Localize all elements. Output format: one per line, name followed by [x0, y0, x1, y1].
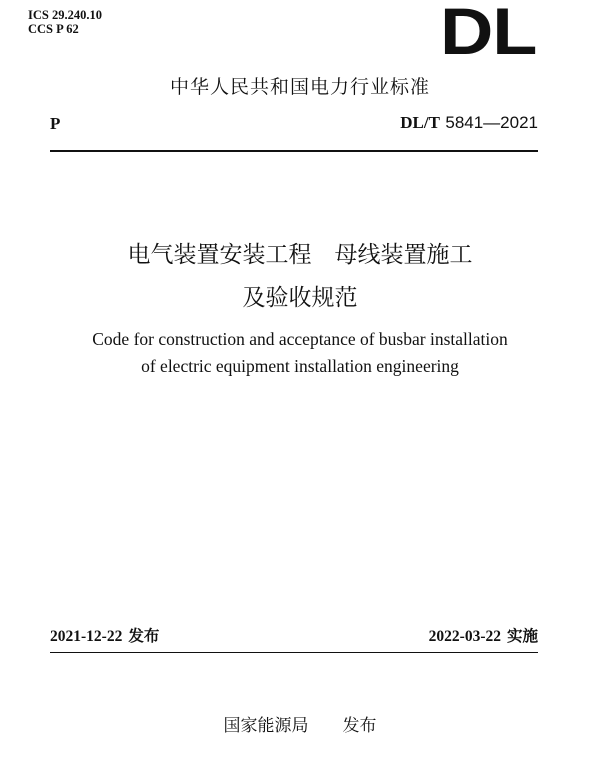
top-divider: [50, 150, 538, 152]
classification-letter: P: [50, 114, 61, 133]
standard-number-value: 5841—2021: [445, 113, 538, 132]
issue-date-line: [50, 624, 159, 646]
implementation-date-line: [429, 624, 538, 646]
bottom-divider: [50, 652, 538, 653]
implementation-label: 实施: [506, 627, 538, 645]
issuer-title: 中华人民共和国电力行业标准: [169, 76, 430, 98]
title-chinese-line-2: 及验收规范: [242, 285, 358, 311]
standard-code: DL/T: [400, 113, 440, 132]
title-chinese-line-1: 电气装置安装工程 母线装置施工: [127, 242, 473, 268]
issue-label: 发布: [128, 627, 160, 645]
standard-number: [400, 113, 538, 133]
implementation-date: 2022-03-22: [428, 628, 501, 645]
title-english-line-2: of electric equipment installation engineering: [141, 356, 459, 376]
ics-code: ICS 29.240.10: [28, 8, 102, 22]
ccs-code: CCS P 62: [28, 22, 79, 36]
issue-date: 2021-12-22: [50, 628, 123, 645]
title-english-line-1: Code for construction and acceptance of busbar installation: [92, 329, 508, 349]
publisher: 国家能源局 发布: [223, 716, 377, 736]
dl-logo: DL: [440, 0, 537, 68]
